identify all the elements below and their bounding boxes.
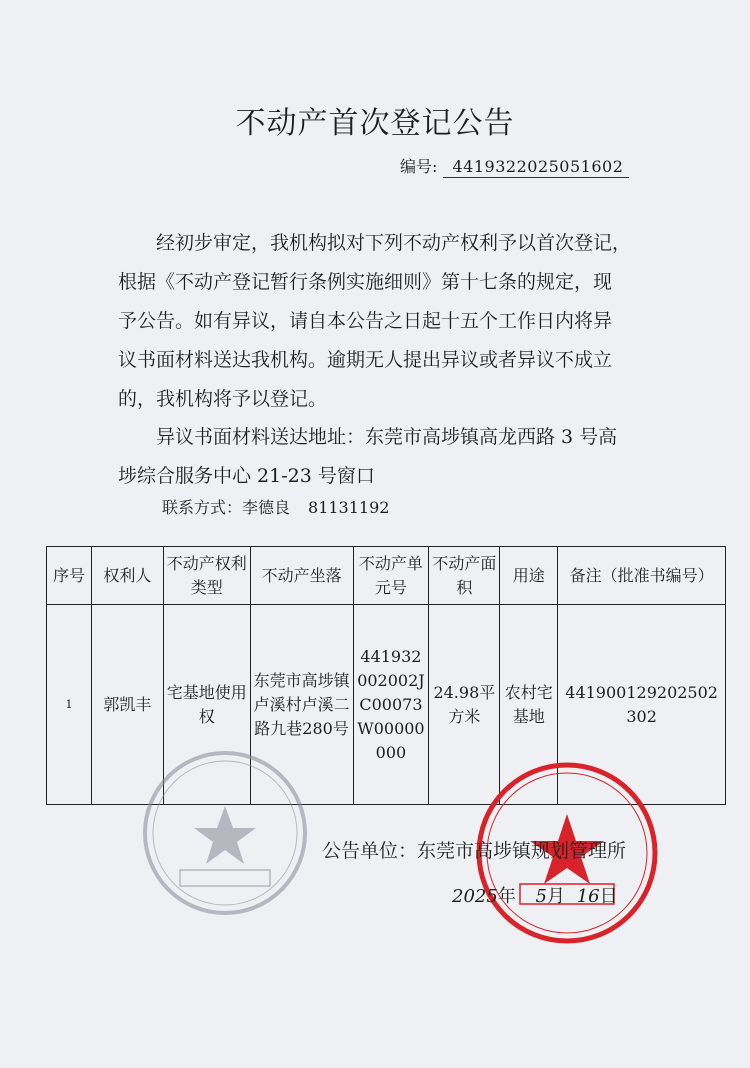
date-year: 2025 [452,886,498,907]
document-number [400,154,629,177]
notice-paragraph-2 [118,418,663,496]
page-title: 不动产首次登记公告 [235,106,515,141]
date-year-unit: 年 [497,886,516,907]
header-right-type: 不动产权利类型 [163,547,250,605]
contact-label: 联系方式：李德良 [162,498,291,517]
date-day: 16 [576,886,600,907]
header-owner: 权利人 [91,547,163,605]
date-month: 5 [535,886,547,907]
header-location: 不动产坐落 [250,547,353,605]
document-number-value: 4419322025051602 [443,157,630,178]
paragraph-line: 议书面材料送达我机构。逾期无人提出异议或者异议不成立 [118,349,613,371]
header-area: 不动产面积 [429,547,500,605]
contact-phone: 81131192 [308,498,390,517]
document-number-label: 编号: [400,157,438,176]
cell-remark: 441900129202502302 [558,605,726,805]
paragraph-line: 根据《不动产登记暂行条例实施细则》第十七条的规定，现 [118,271,613,293]
paragraph-line: 埗综合服务中心 21-23 号窗口 [118,465,375,487]
cell-right-type: 宅基地使用权 [163,605,250,805]
paragraph-line: 异议书面材料送达地址：东莞市高埗镇高龙西路 3 号高 [156,426,618,448]
paragraph-line: 经初步审定，我机构拟对下列不动产权利予以首次登记， [156,232,632,254]
issue-date [452,882,618,908]
header-index: 序号 [47,547,92,605]
cell-location: 东莞市高埗镇卢溪村卢溪二路九巷280号 [250,605,353,805]
paragraph-line: 的，我机构将予以登记。 [118,388,328,410]
issuing-organization [322,836,626,863]
cell-usage: 农村宅基地 [500,605,558,805]
faded-seal-icon [140,748,310,918]
paragraph-line: 予公告。如有异议，请自本公告之日起十五个工作日内将异 [118,310,613,332]
header-usage: 用途 [500,547,558,605]
cell-owner: 郭凯丰 [91,605,163,805]
notice-paragraph-1 [118,224,663,419]
cell-index: 1 [47,605,92,805]
cell-area: 24.98平方米 [429,605,500,805]
org-label: 公告单位： [322,840,418,862]
org-name: 东莞市高埗镇规划管理所 [417,840,627,862]
header-unit-no: 不动产单元号 [353,547,429,605]
header-remark: 备注（批准书编号） [558,547,726,605]
cell-unit-no: 441932002002JC00073W00000000 [353,605,429,805]
date-day-unit: 日 [599,886,618,907]
table-header-row [47,547,726,605]
date-month-unit: 月 [547,886,565,907]
contact-info [162,495,389,518]
